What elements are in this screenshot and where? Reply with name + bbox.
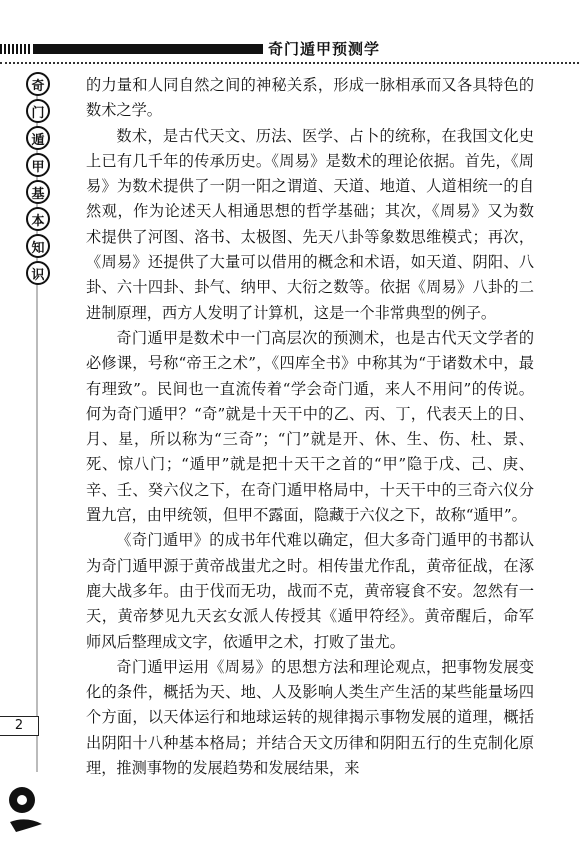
- corner-ornament: [8, 778, 48, 838]
- header-decor-left: [0, 44, 30, 54]
- paragraph: 《奇门遁甲》的成书年代难以确定，但大多奇门遁甲的书都认为奇门遁甲源于黄帝战蚩尤之时。相传蚩尤作乱，黄帝征战，在涿鹿大战多年。由于伐而无功，战而不克，黄帝寝食不安。忽然有一天，黄帝梦见九天玄女派人传授其《遁甲符经》。黄帝醒后，命军师风后整理成文字，依遁甲之术，打败了蚩尤。: [86, 531, 534, 651]
- running-title: 奇门遁甲预测学: [268, 40, 381, 58]
- paragraph: 奇门遁甲运用《周易》的思想方法和理论观点，把事物发展变化的条件，概括为天、地、人及影响人类生产生活的某些能量场四个方面，以天体运行和地球运转的规律揭示事物发展的道理，概括出阴阳十八种基本格局；并结合天文历律和阴阳五行的生克制化原理，推测事物的发展趋势和发展结果，来: [86, 657, 534, 778]
- sidebar-section-title: [26, 72, 48, 288]
- header-bar: [33, 44, 263, 54]
- sidebar-char: 本: [26, 207, 50, 231]
- sidebar-char: 奇: [26, 72, 50, 96]
- page-number: 2: [0, 716, 39, 736]
- sidebar-char: 知: [26, 234, 50, 258]
- sidebar-char: 遁: [26, 126, 50, 150]
- sidebar-char: 识: [26, 261, 50, 285]
- paragraph: 奇门遁甲是数术中一门高层次的预测术，也是古代天文学者的必修课，号称“帝王之术”，《四库全书》中称其为“于诸数术中，最有理致”。民间也一直流传着“学会奇门遁，来人不用问”的传说。何为奇门遁甲？“奇”就是十天干中的乙、丙、丁，代表天上的日、月、星，所以称为“三奇”；“门”就是开、休、生、伤、杜、景、死、惊八门；“遁甲”就是把十天干之首的“甲”隐于戊、己、庚、辛、壬、癸六仪之下，在奇门遁甲格局中，十天干中的三奇六仪分置九宫，由甲统领，但甲不露面，隐藏于六仪之下，故称“遁甲”。: [86, 328, 534, 525]
- sidebar-char: 基: [26, 180, 50, 204]
- sidebar-char: 门: [26, 99, 50, 123]
- header-divider: [0, 62, 579, 64]
- paragraph: 的力量和人同自然之间的神秘关系，形成一脉相承而又各具特色的数术之学。: [86, 76, 534, 120]
- sidebar-char: 甲: [26, 153, 50, 177]
- body-text: [86, 73, 534, 781]
- paragraph: 数术，是古代天文、历法、医学、占卜的统称，在我国文化史上已有几千年的传承历史。《周易》是数术的理论依据。首先，《周易》为数术提供了一阴一阳之谓道、天道、地道、人道相统一的自然观，作为论述天人相通思想的哲学基础；其次，《周易》又为数术提供了河图、洛书、太极图、先天八卦等象数思维模式；再次，《周易》还提供了大量可以借用的概念和术语，如天道、阴阳、八卦、六十四卦、卦气、纳甲、大衍之数等。依据《周易》八卦的二进制原理，西方人发明了计算机，这是一个非常典型的例子。: [86, 126, 534, 322]
